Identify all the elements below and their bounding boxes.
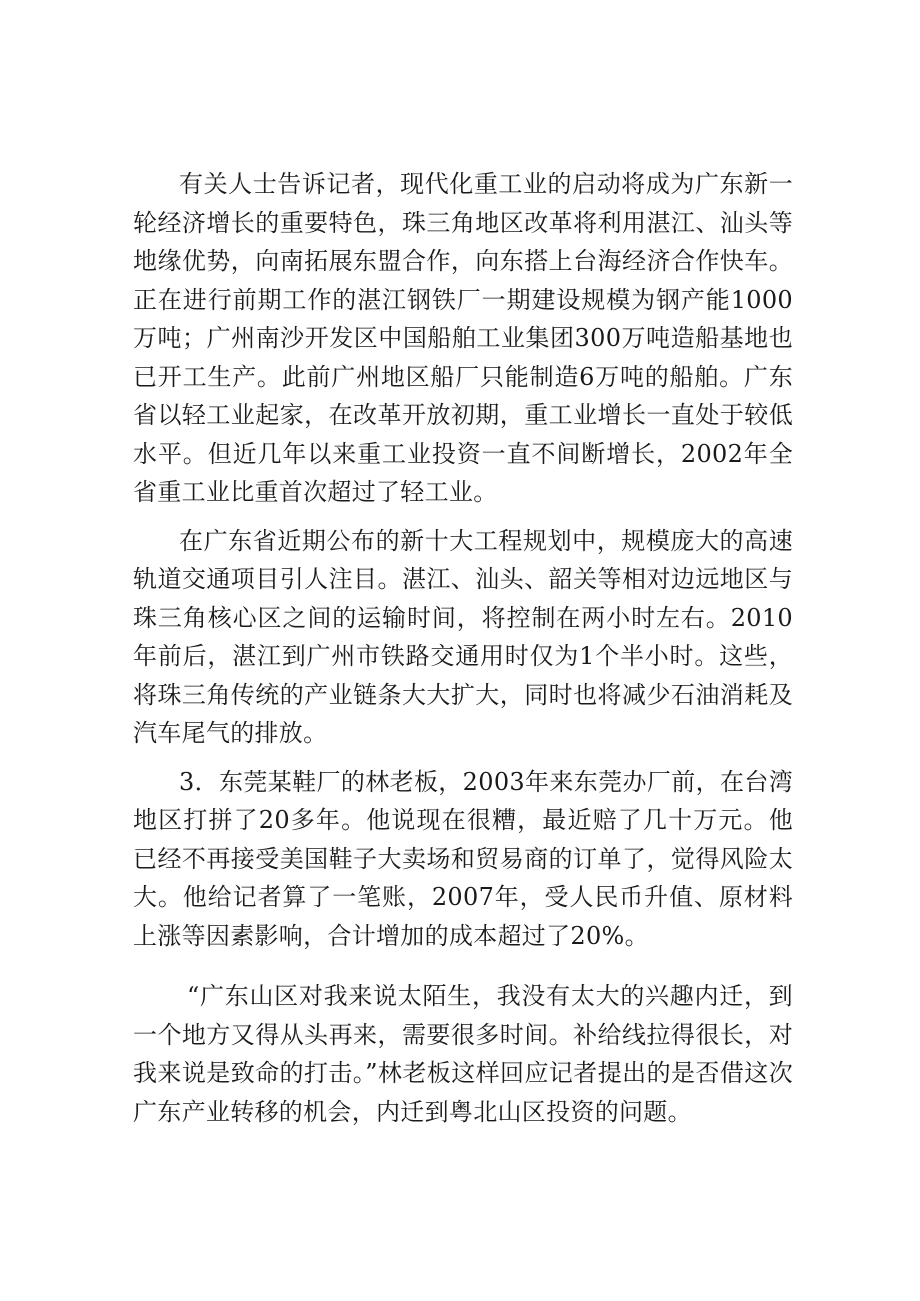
paragraph-owner-quote: “广东山区对我来说太陌生，我没有太大的兴趣内迁，到一个地方又得从头再来，需要很多时间。补给线拉得很长，对我来说是致命的打击。”林老板这样回应记者提出的是否借这次广东产业转移的机会，内迁到粤北山区投资的问题。	[133, 982, 793, 1126]
paragraph-heavy-industry: 有关人士告诉记者，现代化重工业的启动将成为广东新一轮经济增长的重要特色，珠三角地区改革将利用湛江、汕头等地缘优势，向南拓展东盟合作，向东搭上台海经济合作快车。正在进行前期工作的湛江钢铁厂一期建设规模为钢产能1000万吨；广州南沙开发区中国船舶工业集团300万吨造船基地也已开工生产。此前广州地区船厂只能制造6万吨的船舶。广东省以轻工业起家，在改革开放初期，重工业增长一直处于较低水平。但近几年以来重工业投资一直不间断增长，2002年全省重工业比重首次超过了轻工业。	[133, 170, 793, 506]
document-body	[133, 165, 793, 1131]
paragraph-shoe-factory: 3．东莞某鞋厂的林老板，2003年来东莞办厂前，在台湾地区打拼了20多年。他说现在很糟，最近赔了几十万元。他已经不再接受美国鞋子大卖场和贸易商的订单了，觉得风险太大。他给记者算了一笔账，2007年，受人民币升值、原材料上涨等因素影响，合计增加的成本超过了20%。	[133, 767, 793, 950]
paragraph-rail-transport: 在广东省近期公布的新十大工程规划中，规模庞大的高速轨道交通项目引人注目。湛江、汕头、韶关等相对边远地区与珠三角核心区之间的运输时间，将控制在两小时左右。2010年前后，湛江到广州市铁路交通用时仅为1个半小时。这些，将珠三角传统的产业链条大大扩大，同时也将减少石油消耗及汽车尾气的排放。	[133, 526, 793, 747]
